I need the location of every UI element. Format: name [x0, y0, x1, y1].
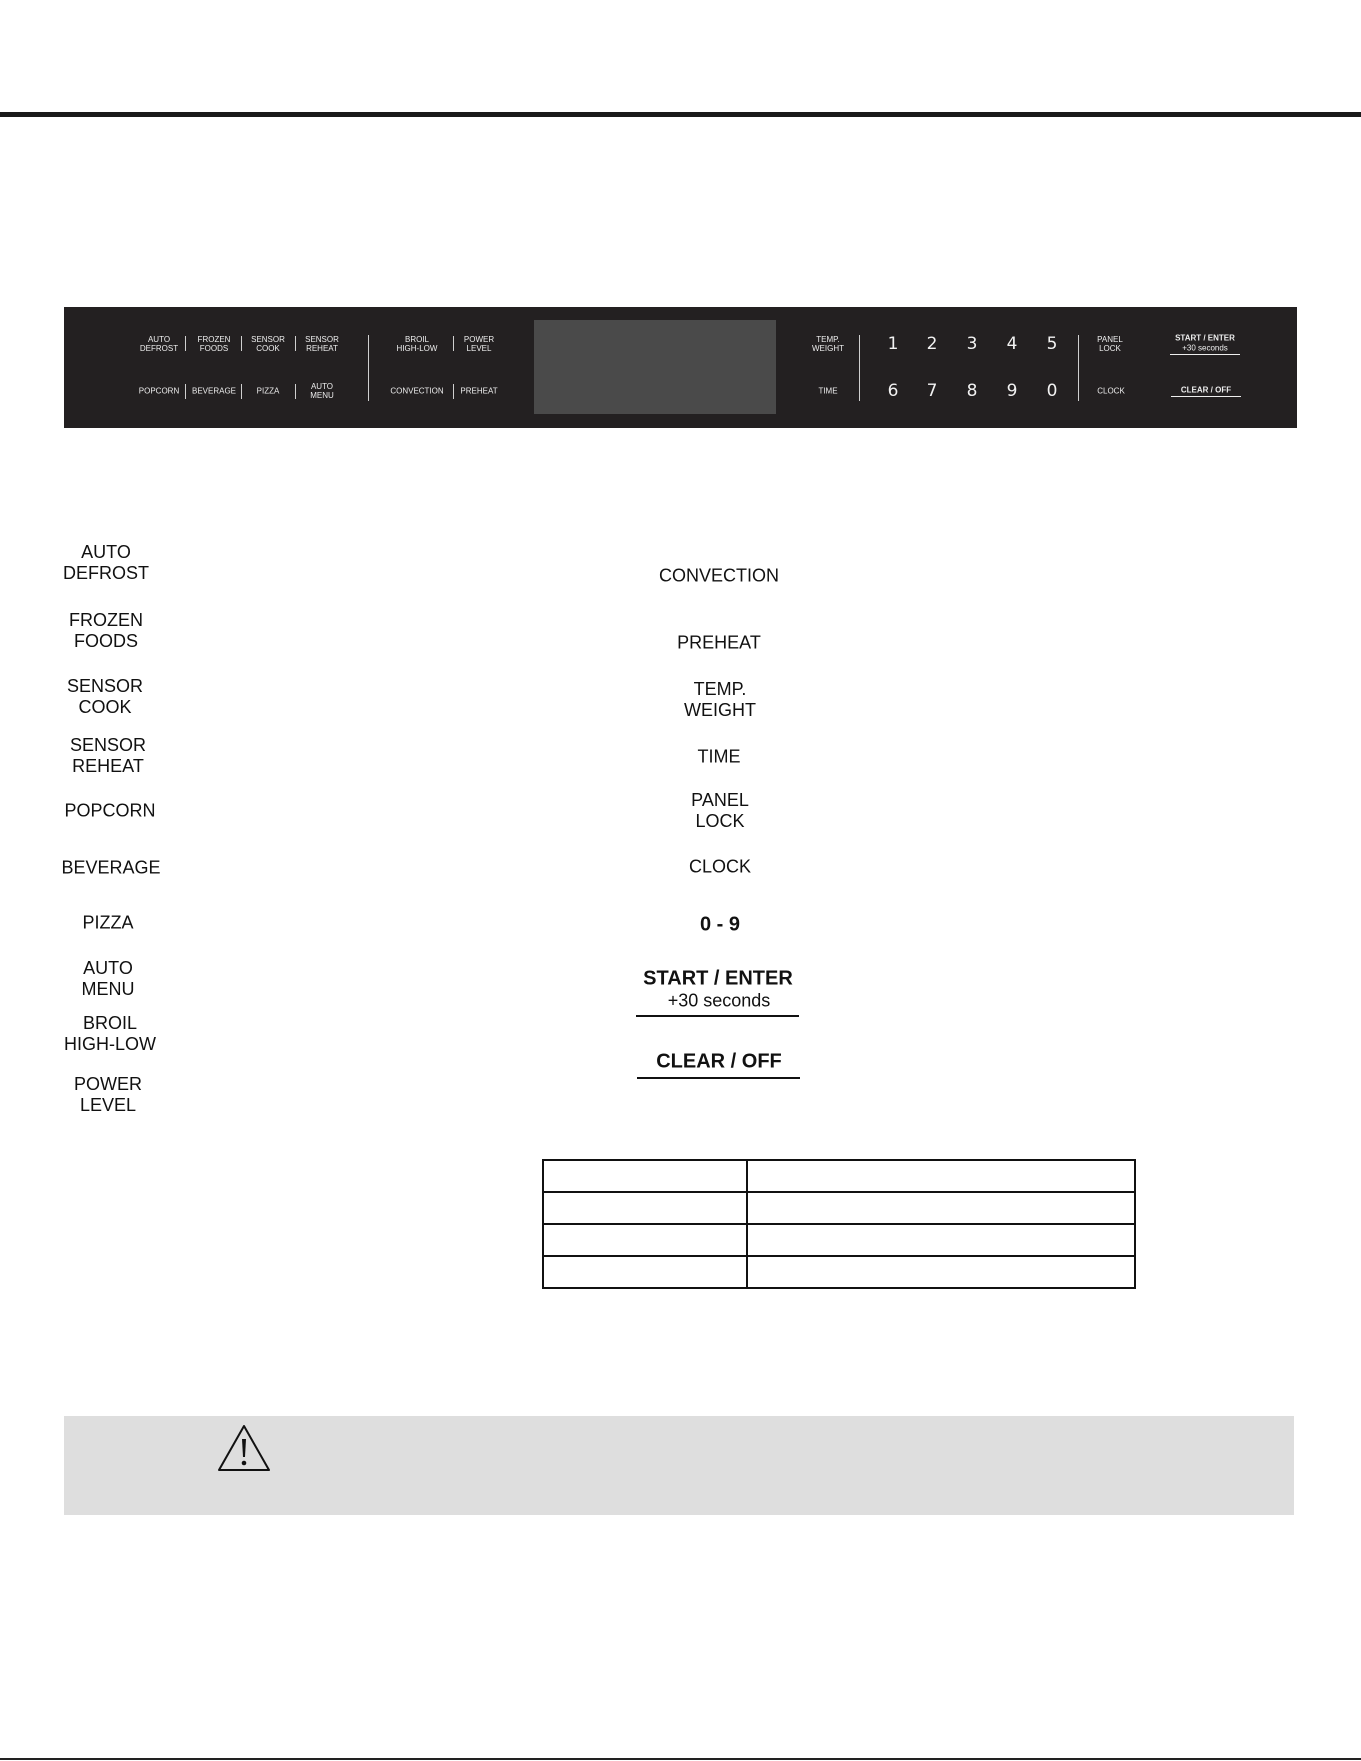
digit-8-button[interactable]: 8: [966, 381, 978, 401]
start-enter-underline: [1170, 354, 1240, 355]
legend-sensor-cook: SENSOR COOK: [66, 676, 144, 717]
control-panel: [64, 307, 1297, 428]
clear-off-button[interactable]: CLEAR / OFF: [1180, 385, 1232, 395]
temp-weight-button[interactable]: TEMP. WEIGHT: [812, 335, 844, 353]
divider: [241, 336, 242, 351]
digit-4-button[interactable]: 4: [1006, 334, 1018, 354]
clear-off-underline: [1171, 396, 1241, 397]
frozen-foods-button[interactable]: FROZEN FOODS: [197, 335, 231, 353]
plus-30-seconds-label: +30 seconds: [1182, 343, 1228, 353]
table-row: [543, 1160, 1135, 1192]
caution-box: [64, 1416, 1294, 1515]
display-window: [534, 320, 776, 414]
table-cell: [747, 1160, 1135, 1192]
digit-5-button[interactable]: 5: [1046, 334, 1058, 354]
divider: [859, 335, 860, 401]
legend-start-enter: START / ENTER: [643, 967, 793, 990]
clock-button[interactable]: CLOCK: [1097, 386, 1125, 396]
time-button[interactable]: TIME: [818, 386, 838, 396]
legend-auto-defrost: AUTO DEFROST: [62, 542, 150, 583]
broil-high-low-button[interactable]: BROIL HIGH-LOW: [396, 335, 438, 353]
legend-beverage: BEVERAGE: [61, 857, 161, 878]
auto-defrost-button[interactable]: AUTO DEFROST: [139, 335, 179, 353]
legend-preheat: PREHEAT: [677, 632, 761, 653]
table-cell: [543, 1224, 747, 1256]
legend-panel-lock: PANEL LOCK: [691, 790, 749, 831]
warning-triangle-icon: [216, 1423, 272, 1473]
table-cell: [747, 1256, 1135, 1288]
divider: [453, 384, 454, 399]
table-cell: [543, 1256, 747, 1288]
legend-digits: 0 - 9: [699, 913, 741, 936]
legend-plus-30-seconds: +30 seconds: [667, 990, 771, 1011]
divider: [185, 384, 186, 399]
table-row: [543, 1224, 1135, 1256]
digit-0-button[interactable]: 0: [1046, 381, 1058, 401]
beverage-button[interactable]: BEVERAGE: [191, 386, 237, 396]
table-cell: [747, 1192, 1135, 1224]
legend-clear-off: CLEAR / OFF: [656, 1050, 782, 1073]
popcorn-button[interactable]: POPCORN: [138, 386, 180, 396]
divider: [368, 335, 369, 401]
legend-frozen-foods: FROZEN FOODS: [69, 610, 143, 651]
bottom-rule: [0, 1758, 1361, 1760]
legend-start-enter-underline: [636, 1015, 799, 1017]
settings-table: [542, 1159, 1136, 1289]
sensor-reheat-button[interactable]: SENSOR REHEAT: [305, 335, 339, 353]
power-level-button[interactable]: POWER LEVEL: [463, 335, 495, 353]
start-enter-button[interactable]: START / ENTER: [1175, 333, 1235, 343]
legend-time: TIME: [697, 746, 741, 767]
digit-3-button[interactable]: 3: [966, 334, 978, 354]
divider: [295, 384, 296, 399]
legend-auto-menu: AUTO MENU: [81, 958, 135, 999]
legend-convection: CONVECTION: [658, 565, 780, 586]
digit-9-button[interactable]: 9: [1006, 381, 1018, 401]
divider: [185, 336, 186, 351]
legend-clock: CLOCK: [688, 856, 752, 877]
panel-lock-button[interactable]: PANEL LOCK: [1097, 335, 1123, 353]
pizza-button[interactable]: PIZZA: [256, 386, 280, 396]
table-cell: [747, 1224, 1135, 1256]
preheat-button[interactable]: PREHEAT: [460, 386, 498, 396]
divider: [1078, 335, 1079, 401]
table-row: [543, 1192, 1135, 1224]
table-cell: [543, 1160, 747, 1192]
legend-popcorn: POPCORN: [64, 800, 156, 821]
digit-6-button[interactable]: 6: [887, 381, 899, 401]
legend-power-level: POWER LEVEL: [73, 1074, 143, 1115]
divider: [453, 336, 454, 351]
digit-7-button[interactable]: 7: [926, 381, 938, 401]
top-rule: [0, 112, 1361, 117]
legend-temp-weight: TEMP. WEIGHT: [684, 679, 756, 720]
table-row: [543, 1256, 1135, 1288]
convection-button[interactable]: CONVECTION: [390, 386, 444, 396]
sensor-cook-button[interactable]: SENSOR COOK: [251, 335, 285, 353]
divider: [241, 384, 242, 399]
legend-pizza: PIZZA: [82, 912, 134, 933]
divider: [295, 336, 296, 351]
auto-menu-button[interactable]: AUTO MENU: [310, 382, 334, 400]
digit-2-button[interactable]: 2: [926, 334, 938, 354]
legend-broil-high-low: BROIL HIGH-LOW: [64, 1013, 156, 1054]
table-cell: [543, 1192, 747, 1224]
digit-1-button[interactable]: 1: [887, 334, 899, 354]
legend-sensor-reheat: SENSOR REHEAT: [69, 735, 147, 776]
legend-clear-off-underline: [637, 1077, 800, 1079]
